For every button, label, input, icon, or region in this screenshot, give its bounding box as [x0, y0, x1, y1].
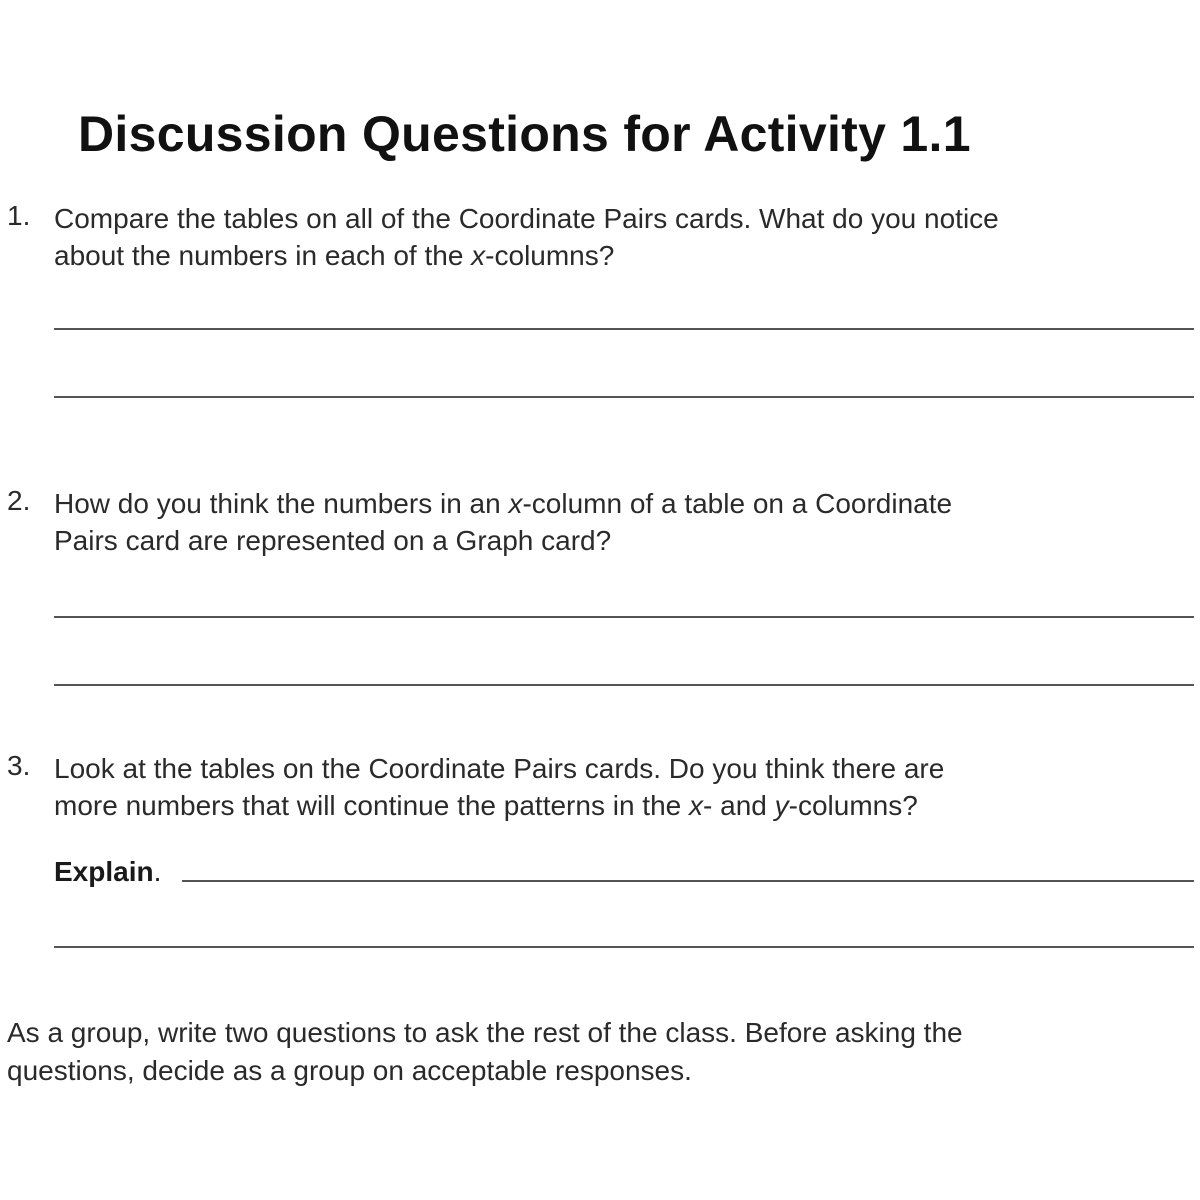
question-1-line-2	[54, 237, 1174, 274]
answer-line-2a[interactable]	[54, 616, 1194, 618]
group-instructions-line-2: questions, decide as a group on acceptable responses.	[7, 1055, 692, 1086]
question-1-line-1: Compare the tables on all of the Coordinate Pairs cards. What do you notice	[54, 203, 999, 234]
answer-line-1b[interactable]	[54, 396, 1194, 398]
answer-line-1a[interactable]	[54, 328, 1194, 330]
answer-line-3b[interactable]	[54, 946, 1194, 948]
question-3-text	[54, 750, 1174, 824]
question-2-line-1-start: How do you think the numbers in an	[54, 488, 509, 519]
group-instructions	[7, 1014, 1187, 1090]
question-2-number: 2.	[7, 485, 31, 516]
question-3-variable-x: x	[689, 790, 704, 821]
question-3-line-1: Look at the tables on the Coordinate Pairs cards. Do you think there are	[54, 753, 945, 784]
answer-line-3a[interactable]	[182, 880, 1194, 882]
explain-label	[54, 856, 161, 888]
question-1-line-2-start: about the numbers in each of the	[54, 240, 472, 271]
answer-line-2b[interactable]	[54, 684, 1194, 686]
question-3-line-2-end: -columns?	[788, 790, 918, 821]
explain-label-period: .	[153, 856, 162, 887]
question-3-line-2	[54, 787, 1174, 824]
question-2-variable-x: x	[508, 488, 523, 519]
question-3-line-2-start: more numbers that will continue the patterns in the	[54, 790, 690, 821]
question-2-text	[54, 485, 1174, 559]
question-2-line-2: Pairs card are represented on a Graph card?	[54, 525, 612, 556]
question-3-variable-y: y	[774, 790, 789, 821]
group-instructions-line-1: As a group, write two questions to ask the rest of the class. Before asking the	[7, 1017, 963, 1048]
question-1-line-2-end: -columns?	[485, 240, 615, 271]
question-1-number: 1.	[7, 200, 31, 231]
question-1-variable-x: x	[471, 240, 486, 271]
question-1-text	[54, 200, 1174, 274]
page-title: Discussion Questions for Activity 1.1	[78, 106, 971, 162]
question-3-line-2-mid: - and	[703, 790, 775, 821]
question-2-line-1-end: -column of a table on a Coordinate	[522, 488, 953, 519]
question-2-line-1	[54, 485, 1174, 522]
question-3-number: 3.	[7, 750, 31, 781]
explain-label-text: Explain	[54, 856, 154, 887]
